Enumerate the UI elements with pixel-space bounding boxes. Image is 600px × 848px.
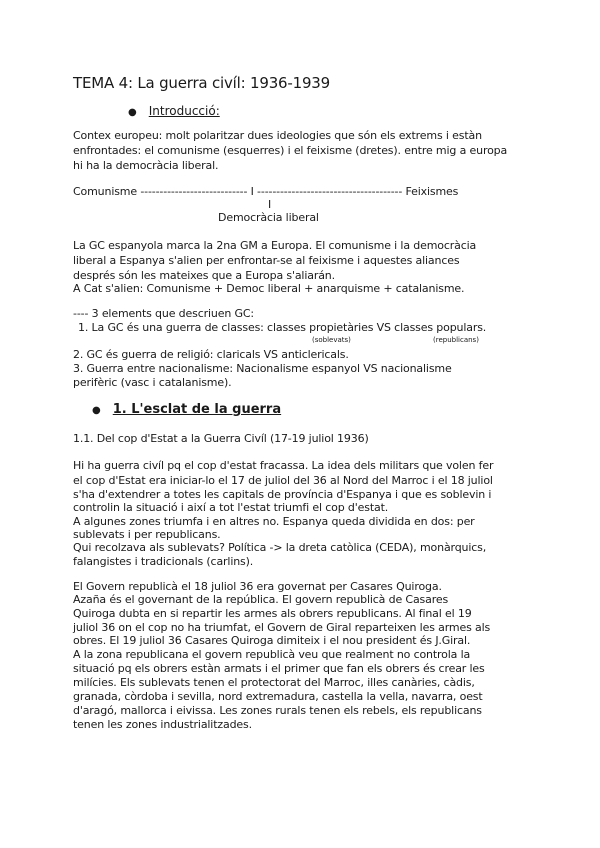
context-line: Contex europeu: molt polaritzar dues ideologies que són els extrems i estàn (73, 129, 482, 142)
context-line: hi ha la democràcia liberal. (73, 159, 219, 172)
intro-heading: Introducció: (148, 104, 220, 118)
gc-line: La GC espanyola marca la 2na GM a Europa. El comunisme i la democràcia (73, 239, 477, 252)
paragraph-line: s'ha d'extendrer a totes les capitals de província d'Espanya i que es soblevin i (73, 488, 492, 501)
element-item: perifèric (vasc i catalanisme). (73, 376, 232, 389)
paragraph-line: milícies. Els sublevats tenen el protectorat del Marroc, illes canàries, càdis, (73, 676, 475, 689)
gc-line: després són les mateixes que a Europa s'aliarán. (73, 269, 335, 282)
element-note-right: (republicans) (433, 336, 479, 344)
paragraph-line: El Govern republicà el 18 juliol 36 era governat per Casares Quiroga. (73, 580, 442, 593)
paragraph-line: A la zona republicana el govern republicà veu que realment no controla la (73, 648, 471, 661)
bullet-icon: ● (92, 405, 101, 416)
element-item: 3. Guerra entre nacionalisme: Nacionalisme espanyol VS nacionalisme (73, 362, 452, 375)
paragraph-line: d'aragó, mallorca i eivissa. Les zones rurals tenen els rebels, els republicans (73, 704, 482, 717)
paragraph-line: el cop d'Estat era iniciar-lo el 17 de juliol del 36 al Nord del Marroc i el 18 juliol (73, 474, 493, 487)
ideology-axis-line: Comunisme ---------------------------- I -------------------------------------- Feixismes (73, 185, 459, 198)
subsection-heading: 1.1. Del cop d'Estat a la Guerra Civíl (17-19 juliol 1936) (73, 432, 369, 445)
elements-intro: ---- 3 elements que descriuen GC: (73, 307, 254, 320)
paragraph-line: Quiroga dubta en si repartir les armes als obrers republicans. Al final el 19 (73, 607, 472, 620)
ideology-axis-middle: Democràcia liberal (218, 211, 319, 224)
paragraph-line: juliol 36 on el cop no ha triumfat, el Govern de Giral reparteixen les armes als (73, 621, 491, 634)
gc-line: A Cat s'alien: Comunisme + Democ liberal + anarquisme + catalanisme. (73, 282, 465, 295)
element-item: 1. La GC és una guerra de classes: classes propietàries VS classes populars. (78, 321, 487, 334)
paragraph-line: Hi ha guerra civíl pq el cop d'estat fracassa. La idea dels militars que volen fer (73, 459, 494, 472)
paragraph-line: controlin la situació i així a tot l'estat triumfi el cop d'estat. (73, 501, 389, 514)
paragraph-line: A algunes zones triumfa i en altres no. Espanya queda dividida en dos: per (73, 515, 475, 528)
section1-heading-row (92, 402, 281, 417)
section1-heading: 1. L'esclat de la guerra (112, 402, 282, 417)
paragraph-line: Qui recolzava als sublevats? Política -> la dreta catòlica (CEDA), monàrquics, (73, 541, 487, 554)
paragraph-line: sublevats i per republicans. (73, 528, 221, 541)
paragraph-line: situació pq els obrers estàn armats i el primer que fan els obrers és crear les (73, 662, 485, 675)
element-item: 2. GC és guerra de religió: claricals VS anticlericals. (73, 348, 349, 361)
paragraph-line: granada, còrdoba i sevilla, nord extremadura, castella la vella, navarra, oest (73, 690, 483, 703)
paragraph-line: tenen les zones industrialitzades. (73, 718, 252, 731)
paragraph-line: falangistes i tradicionals (carlins). (73, 555, 254, 568)
paragraph-line: Azaña és el governant de la república. El govern republicà de Casares (73, 593, 449, 606)
bullet-icon: ● (128, 107, 137, 118)
context-line: enfrontades: el comunisme (esquerres) i el feixisme (dretes). entre mig a europa (73, 144, 508, 157)
ideology-axis-bar: I (268, 198, 272, 211)
gc-line: liberal a Espanya s'alien per enfrontar-se al feixisme i aquestes aliances (73, 254, 460, 267)
element-note-left: (soblevats) (312, 336, 351, 344)
page-title: TEMA 4: La guerra civíl: 1936-1939 (73, 74, 330, 92)
intro-heading-row (128, 104, 220, 118)
paragraph-line: obres. El 19 juliol 36 Casares Quiroga dimiteix i el nou president és J.Giral. (73, 634, 471, 647)
